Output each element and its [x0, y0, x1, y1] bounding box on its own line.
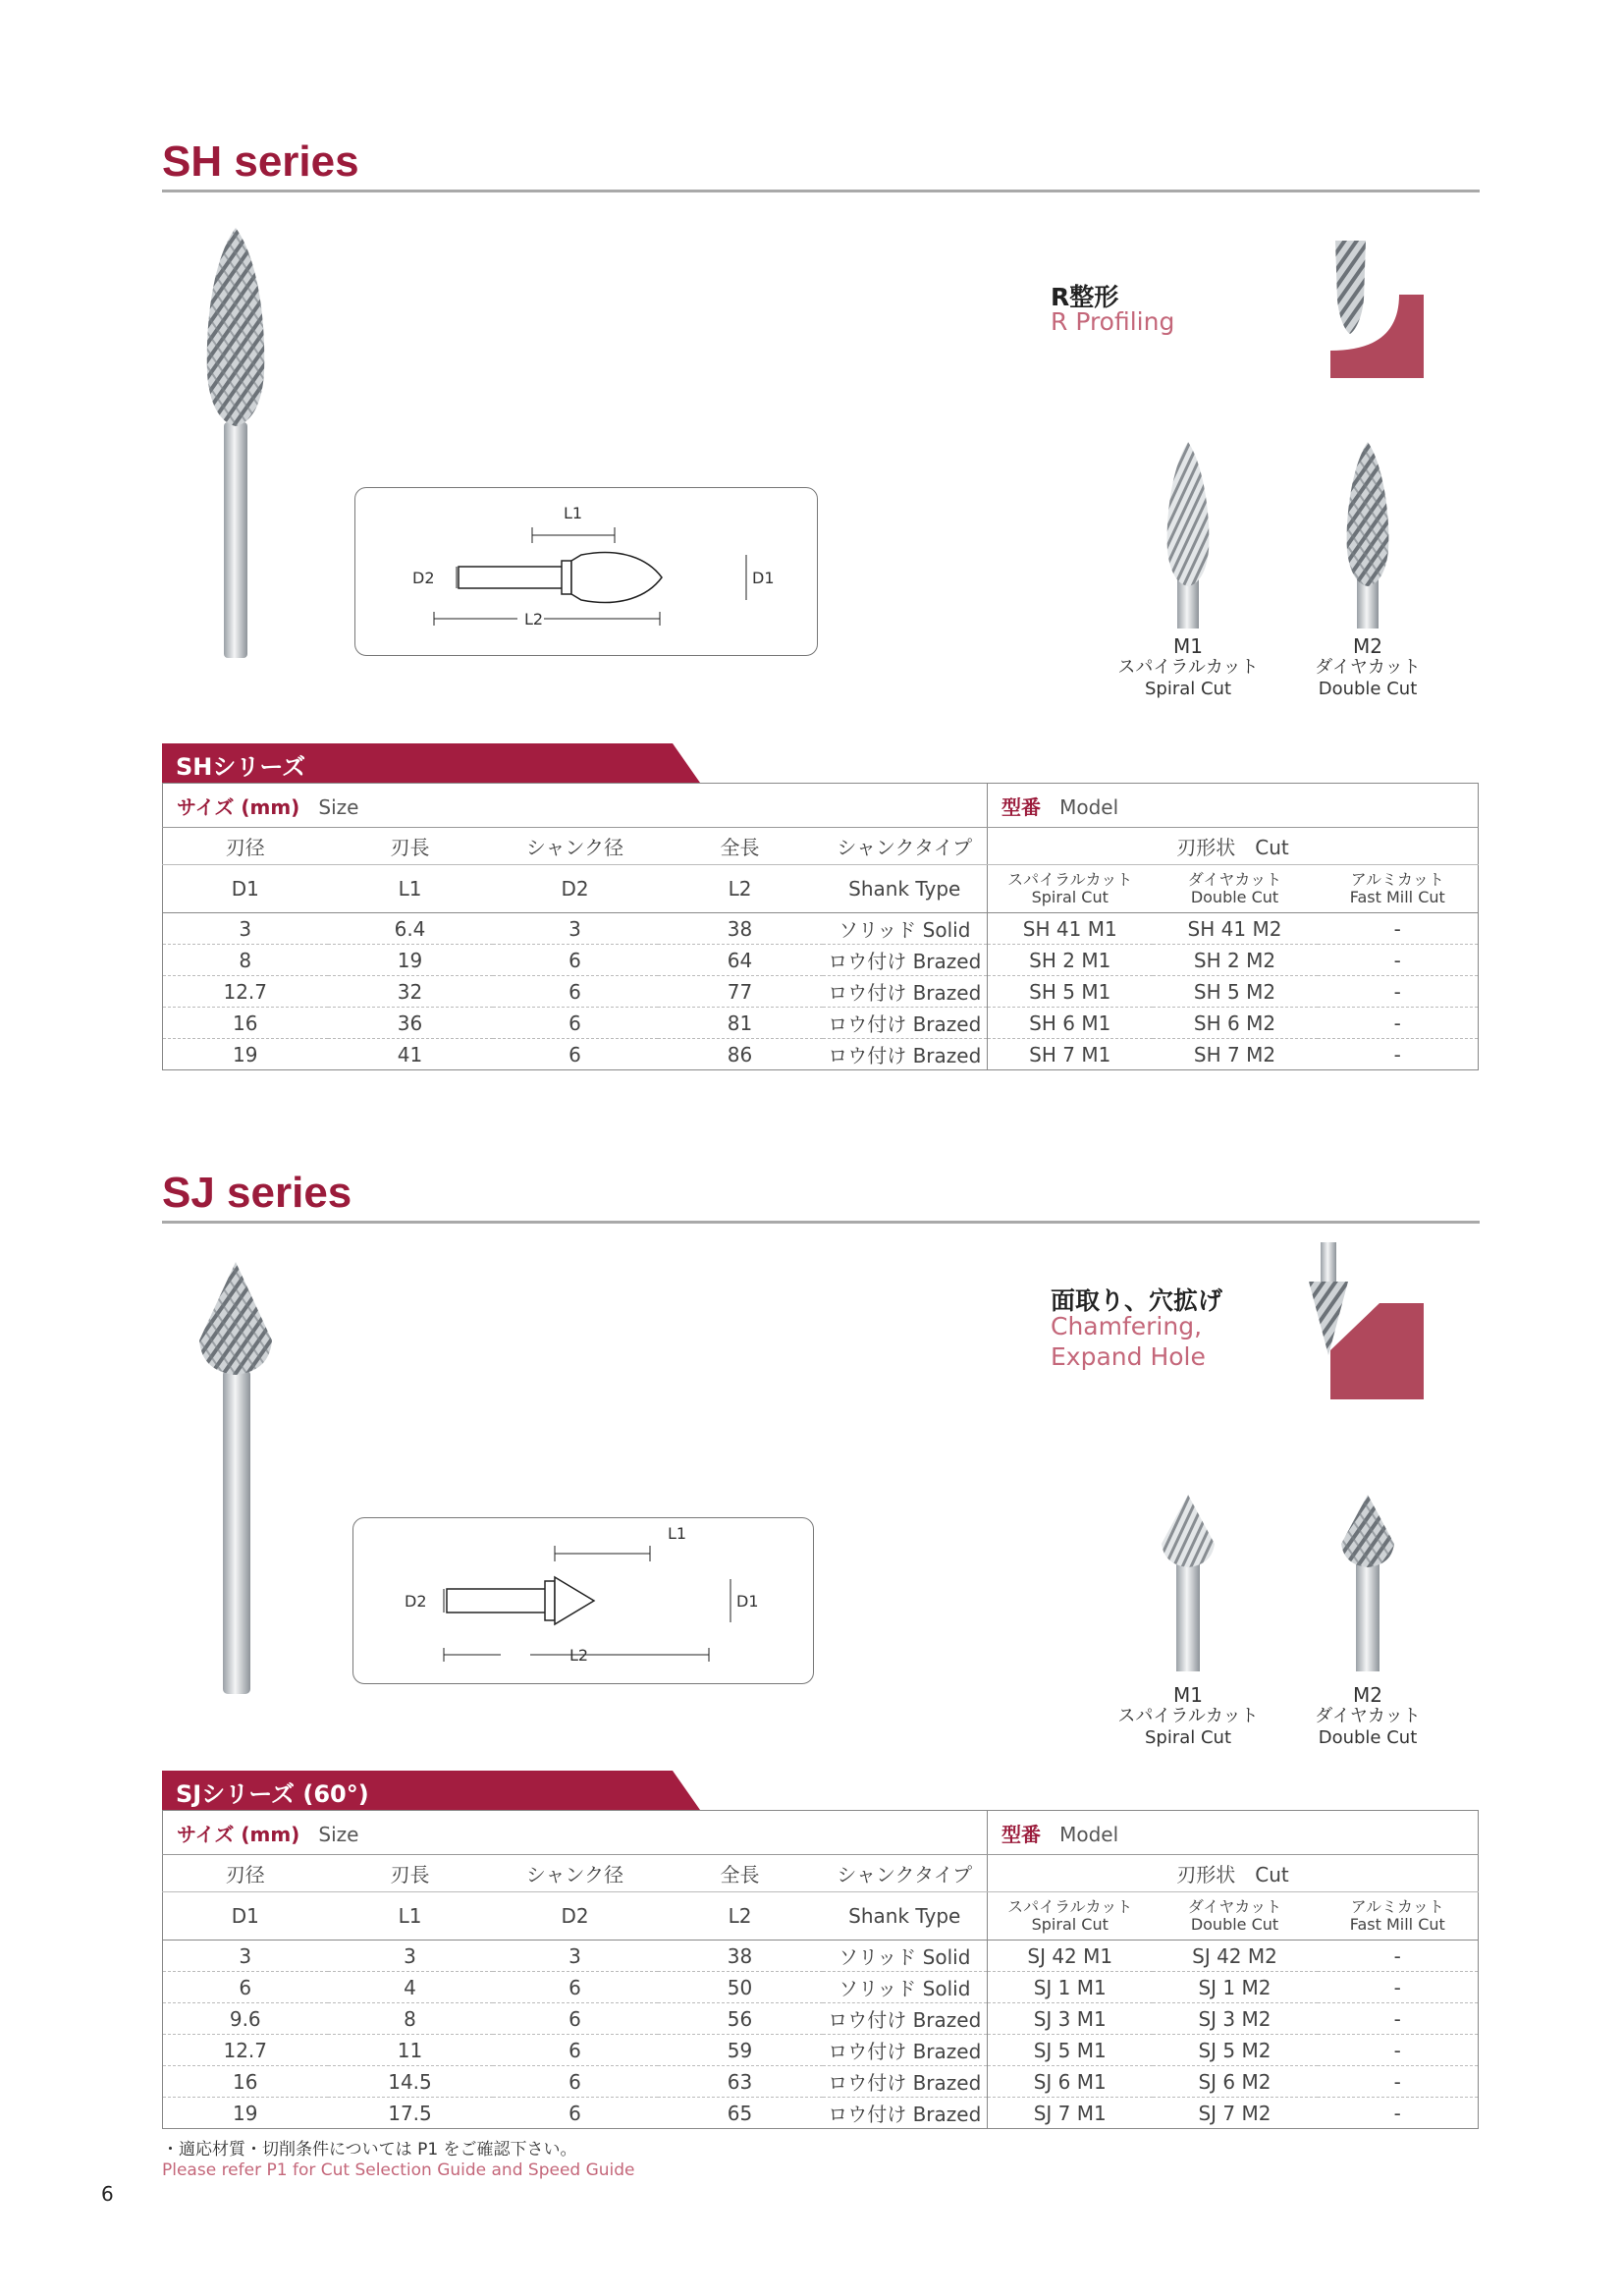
model-label-en: Model — [1059, 1822, 1119, 1846]
table-cell: SJ 6 M2 — [1153, 2066, 1318, 2098]
table-cell: 16 — [163, 1008, 328, 1039]
table-cell: 65 — [658, 2098, 823, 2129]
sh-application-en: R Profiling — [1051, 307, 1175, 336]
table-cell: 3 — [328, 1941, 493, 1972]
col-header: 刃径 — [163, 1855, 328, 1892]
table-cell: 64 — [658, 945, 823, 976]
table-cell: 12.7 — [163, 2035, 328, 2066]
table-cell: 59 — [658, 2035, 823, 2066]
sh-series-title: SH series — [162, 137, 359, 186]
table-cell: 6 — [163, 1972, 328, 2003]
table-row — [163, 1008, 1479, 1039]
cut-header: 刃形状 Cut — [988, 828, 1479, 865]
r-profiling-icon — [1330, 241, 1424, 378]
sh-cut-m2-caption — [1289, 635, 1446, 700]
sj-burr-photo — [191, 1262, 280, 1694]
sj-cut-m1-caption — [1109, 1684, 1267, 1749]
cut-col-jp: ダイヤカット — [1187, 1897, 1282, 1916]
sj-table-body — [163, 1941, 1479, 2129]
table-cell: ロウ付け Brazed — [823, 2003, 988, 2035]
sh-dimension-diagram — [354, 487, 818, 656]
col-header: D1 — [163, 865, 328, 913]
table-cell: SJ 42 M1 — [988, 1941, 1153, 1972]
table-row — [163, 945, 1479, 976]
table-cell: 6 — [493, 2035, 658, 2066]
cut-name-en: Double Cut — [1318, 679, 1418, 699]
sj-cut-m2-caption — [1289, 1684, 1446, 1749]
table-cell: ソリッド Solid — [823, 913, 988, 945]
table-cell: 12.7 — [163, 976, 328, 1008]
table-cell: SH 41 M2 — [1153, 913, 1318, 945]
table-cell: SH 5 M2 — [1153, 976, 1318, 1008]
table-cell: 19 — [163, 1039, 328, 1070]
sj-dimension-diagram — [352, 1517, 814, 1684]
col-header: L2 — [658, 1892, 823, 1941]
table-header-jp-row — [163, 1855, 1479, 1892]
table-cell: 56 — [658, 2003, 823, 2035]
col-header: L1 — [328, 865, 493, 913]
table-cell: 17.5 — [328, 2098, 493, 2129]
table-cell: SH 7 M2 — [1153, 1039, 1318, 1070]
footer-note-en: Please refer P1 for Cut Selection Guide and Speed Guide — [162, 2160, 635, 2180]
table-cell: 3 — [163, 1941, 328, 1972]
sj-application-en-1: Chamfering, — [1051, 1312, 1203, 1340]
cut-col-jp: アルミカット — [1350, 870, 1444, 889]
sh-table-body — [163, 913, 1479, 1070]
size-label-en: Size — [318, 1822, 359, 1846]
col-header: シャンク径 — [493, 828, 658, 865]
cut-col-jp: スパイラルカット — [1007, 1897, 1133, 1916]
table-cell: - — [1318, 2003, 1479, 2035]
table-cell: ロウ付け Brazed — [823, 976, 988, 1008]
table-cell: 16 — [163, 2066, 328, 2098]
cut-col-en: Spiral Cut — [1031, 888, 1109, 906]
cut-col-en: Fast Mill Cut — [1349, 888, 1445, 906]
cut-name-jp: スパイラルカット — [1117, 657, 1259, 678]
cut-col-en: Double Cut — [1190, 1915, 1279, 1934]
col-header: 全長 — [658, 1855, 823, 1892]
sh-cut-m1-caption — [1109, 635, 1267, 700]
table-cell: 77 — [658, 976, 823, 1008]
table-row — [163, 2066, 1479, 2098]
col-header: D1 — [163, 1892, 328, 1941]
sj-series-title: SJ series — [162, 1169, 352, 1217]
col-header: シャンクタイプ — [823, 828, 988, 865]
table-cell: 38 — [658, 913, 823, 945]
table-row — [163, 2003, 1479, 2035]
table-cell: SJ 5 M2 — [1153, 2035, 1318, 2066]
table-cell: SJ 42 M2 — [1153, 1941, 1318, 1972]
table-cell: 8 — [328, 2003, 493, 2035]
page-number: 6 — [101, 2182, 114, 2206]
sj-spec-table — [162, 1810, 1479, 2129]
diagram-l2-label: L2 — [524, 610, 544, 629]
table-cell: - — [1318, 976, 1479, 1008]
col-header: 刃長 — [328, 1855, 493, 1892]
table-cell: 81 — [658, 1008, 823, 1039]
table-cell: SH 6 M1 — [988, 1008, 1153, 1039]
cut-code: M2 — [1353, 1683, 1382, 1707]
table-cell: SJ 7 M1 — [988, 2098, 1153, 2129]
table-cell: ロウ付け Brazed — [823, 945, 988, 976]
cut-name-jp: ダイヤカット — [1315, 657, 1421, 678]
sj-m2-double-cut-photo — [1333, 1495, 1402, 1671]
cut-col-en: Spiral Cut — [1031, 1915, 1109, 1934]
table-cell: ソリッド Solid — [823, 1941, 988, 1972]
table-cell: SH 7 M1 — [988, 1039, 1153, 1070]
sj-application-en-2: Expand Hole — [1051, 1342, 1206, 1371]
col-header: Shank Type — [823, 865, 988, 913]
sj-title-rule — [162, 1221, 1480, 1224]
sh-m1-spiral-cut-photo — [1154, 442, 1222, 629]
cut-col-en: Fast Mill Cut — [1349, 1915, 1445, 1934]
size-label-jp: サイズ (mm) — [177, 794, 300, 819]
cut-name-en: Double Cut — [1318, 1727, 1418, 1748]
table-row — [163, 1972, 1479, 2003]
table-row — [163, 913, 1479, 945]
table-cell: ロウ付け Brazed — [823, 2098, 988, 2129]
cut-col-en: Double Cut — [1190, 888, 1279, 906]
cut-code: M1 — [1173, 634, 1203, 658]
table-cell: SJ 3 M2 — [1153, 2003, 1318, 2035]
diagram-l1-label: L1 — [668, 1524, 687, 1543]
table-cell: 3 — [493, 913, 658, 945]
cut-name-en: Spiral Cut — [1144, 679, 1232, 699]
table-cell: 41 — [328, 1039, 493, 1070]
table-cell: 3 — [493, 1941, 658, 1972]
table-cell: 50 — [658, 1972, 823, 2003]
table-row — [163, 1039, 1479, 1070]
table-cell: 6 — [493, 1972, 658, 2003]
table-cell: SJ 1 M1 — [988, 1972, 1153, 2003]
sj-m1-spiral-cut-photo — [1154, 1495, 1222, 1671]
table-cell: 6 — [493, 2066, 658, 2098]
table-cell: 11 — [328, 2035, 493, 2066]
table-cell: - — [1318, 945, 1479, 976]
cut-name-jp: ダイヤカット — [1315, 1706, 1421, 1726]
cut-code: M2 — [1353, 634, 1382, 658]
col-header: L2 — [658, 865, 823, 913]
table-row — [163, 976, 1479, 1008]
table-cell: 63 — [658, 2066, 823, 2098]
sh-title-rule — [162, 190, 1480, 192]
table-cell: SJ 5 M1 — [988, 2035, 1153, 2066]
size-label-jp: サイズ (mm) — [177, 1822, 300, 1846]
table-cell: 6 — [493, 2003, 658, 2035]
col-header: シャンク径 — [493, 1855, 658, 1892]
cut-name-en: Spiral Cut — [1144, 1727, 1232, 1748]
sh-burr-photo — [191, 226, 280, 668]
cut-name-jp: スパイラルカット — [1117, 1706, 1259, 1726]
table-row — [163, 2098, 1479, 2129]
model-label-en: Model — [1059, 794, 1119, 819]
col-header: シャンクタイプ — [823, 1855, 988, 1892]
diagram-d1-label: D1 — [736, 1592, 759, 1611]
chamfering-icon — [1301, 1242, 1424, 1399]
table-cell: 19 — [328, 945, 493, 976]
table-title-row — [163, 784, 1479, 828]
table-cell: 6 — [493, 1039, 658, 1070]
footer-note-jp: ・適応材質・切削条件については P1 をご確認下さい。 — [162, 2140, 577, 2159]
cut-col-jp: スパイラルカット — [1007, 870, 1133, 889]
table-cell: ロウ付け Brazed — [823, 2035, 988, 2066]
table-cell: - — [1318, 913, 1479, 945]
table-cell: ロウ付け Brazed — [823, 1039, 988, 1070]
cut-col-jp: ダイヤカット — [1187, 870, 1282, 889]
table-cell: 8 — [163, 945, 328, 976]
col-header: D2 — [493, 1892, 658, 1941]
col-header: 全長 — [658, 828, 823, 865]
col-header: 刃径 — [163, 828, 328, 865]
diagram-d2-label: D2 — [412, 569, 435, 587]
table-cell: 6 — [493, 2098, 658, 2129]
table-cell: 6 — [493, 1008, 658, 1039]
table-cell: SH 6 M2 — [1153, 1008, 1318, 1039]
cut-header: 刃形状 Cut — [988, 1855, 1479, 1892]
model-label-jp: 型番 — [1001, 1822, 1041, 1846]
table-title-row — [163, 1811, 1479, 1855]
diagram-d1-label: D1 — [752, 569, 775, 587]
diagram-l2-label: L2 — [569, 1646, 589, 1665]
table-row — [163, 2035, 1479, 2066]
cut-code: M1 — [1173, 1683, 1203, 1707]
table-cell: 3 — [163, 913, 328, 945]
table-row — [163, 1941, 1479, 1972]
col-header: Shank Type — [823, 1892, 988, 1941]
table-cell: ロウ付け Brazed — [823, 1008, 988, 1039]
diagram-d2-label: D2 — [405, 1592, 427, 1611]
table-cell: 14.5 — [328, 2066, 493, 2098]
table-cell: 86 — [658, 1039, 823, 1070]
table-cell: 32 — [328, 976, 493, 1008]
table-cell: 19 — [163, 2098, 328, 2129]
table-cell: SJ 7 M2 — [1153, 2098, 1318, 2129]
table-cell: 4 — [328, 1972, 493, 2003]
sh-spec-table — [162, 783, 1479, 1070]
table-header-code-row — [163, 865, 1479, 913]
sh-table-banner-label: SHシリーズ — [176, 753, 306, 781]
table-cell: SJ 3 M1 — [988, 2003, 1153, 2035]
table-header-code-row — [163, 1892, 1479, 1941]
table-cell: - — [1318, 1039, 1479, 1070]
table-cell: - — [1318, 1941, 1479, 1972]
table-cell: - — [1318, 1972, 1479, 2003]
size-label-en: Size — [318, 794, 359, 819]
table-cell: SH 5 M1 — [988, 976, 1153, 1008]
sj-application-jp: 面取り、穴拡げ — [1051, 1286, 1223, 1315]
table-cell: 38 — [658, 1941, 823, 1972]
table-cell: - — [1318, 2035, 1479, 2066]
table-cell: SH 2 M1 — [988, 945, 1153, 976]
table-cell: SJ 1 M2 — [1153, 1972, 1318, 2003]
sh-application-jp: R整形 — [1051, 283, 1119, 311]
table-cell: ソリッド Solid — [823, 1972, 988, 2003]
table-cell: 36 — [328, 1008, 493, 1039]
model-label-jp: 型番 — [1001, 794, 1041, 819]
table-cell: 9.6 — [163, 2003, 328, 2035]
table-header-jp-row — [163, 828, 1479, 865]
cut-col-jp: アルミカット — [1350, 1897, 1444, 1916]
table-cell: 6 — [493, 945, 658, 976]
diagram-l1-label: L1 — [564, 504, 583, 522]
table-cell: - — [1318, 1008, 1479, 1039]
table-cell: - — [1318, 2066, 1479, 2098]
table-cell: 6.4 — [328, 913, 493, 945]
sh-m2-double-cut-photo — [1333, 442, 1402, 629]
table-cell: SH 2 M2 — [1153, 945, 1318, 976]
table-cell: SJ 6 M1 — [988, 2066, 1153, 2098]
col-header: 刃長 — [328, 828, 493, 865]
table-cell: ロウ付け Brazed — [823, 2066, 988, 2098]
table-cell: SH 41 M1 — [988, 913, 1153, 945]
table-cell: - — [1318, 2098, 1479, 2129]
col-header: L1 — [328, 1892, 493, 1941]
sj-table-banner-label: SJシリーズ (60°) — [176, 1780, 369, 1808]
table-cell: 6 — [493, 976, 658, 1008]
col-header: D2 — [493, 865, 658, 913]
